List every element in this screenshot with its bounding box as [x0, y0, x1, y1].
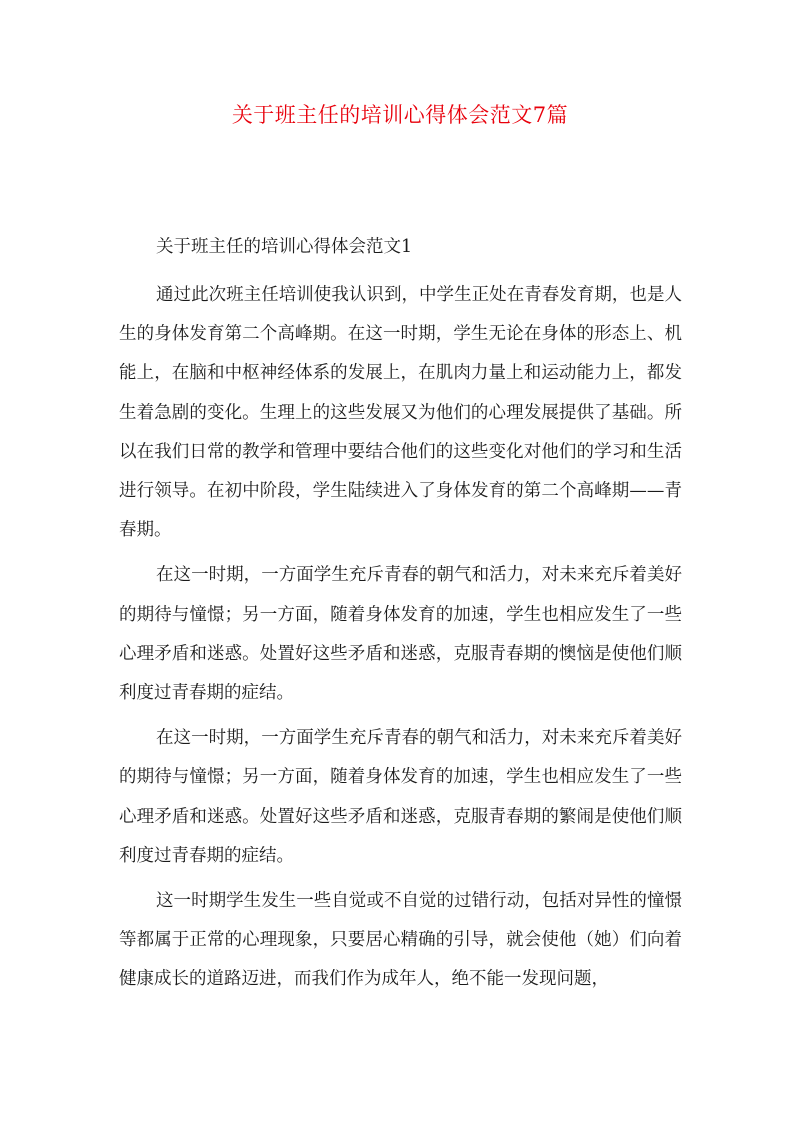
- section-heading: 关于班主任的培训心得体会范文1: [156, 237, 413, 257]
- document-title: 关于班主任的培训心得体会范文7篇: [231, 103, 569, 127]
- paragraph-1: 通过此次班主任培训使我认识到，中学生正处在青春发育期，也是人生的身体发育第二个高峰期。在这一时期，学生无论在身体的形态上、机能上，在脑和中枢神经体系的发展上，在肌肉力量上和运动能力上，都发生着急剧的变化。生理上的这些发展又为他们的心理发展提供了基础。所以在我们日常的教学和管理中要结合他们的这些变化对他们的学习和生活进行领导。在初中阶段，学生陆续进入了身体发育的第二个高峰期——青春期。: [119, 285, 682, 541]
- document-body: [119, 228, 682, 1000]
- paragraph-2: 在这一时期，一方面学生充斥青春的朝气和活力，对未来充斥着美好的期待与憧憬；另一方面，随着身体发育的加速，学生也相应发生了一些心理矛盾和迷惑。处置好这些矛盾和迷惑，克服青春期的懊恼是使他们顺利度过青春期的症结。: [119, 565, 682, 704]
- paragraph-3: 在这一时期，一方面学生充斥青春的朝气和活力，对未来充斥着美好的期待与憧憬；另一方面，随着身体发育的加速，学生也相应发生了一些心理矛盾和迷惑。处置好这些矛盾和迷惑，克服青春期的繁闹是使他们顺利度过青春期的症结。: [119, 728, 682, 866]
- paragraph-4: 这一时期学生发生一些自觉或不自觉的过错行动，包括对异性的憧憬等都属于正常的心理现象，只要居心精确的引导，就会使他（她）们向着健康成长的道路迈进，而我们作为成年人，绝不能一发现问题，: [119, 891, 682, 990]
